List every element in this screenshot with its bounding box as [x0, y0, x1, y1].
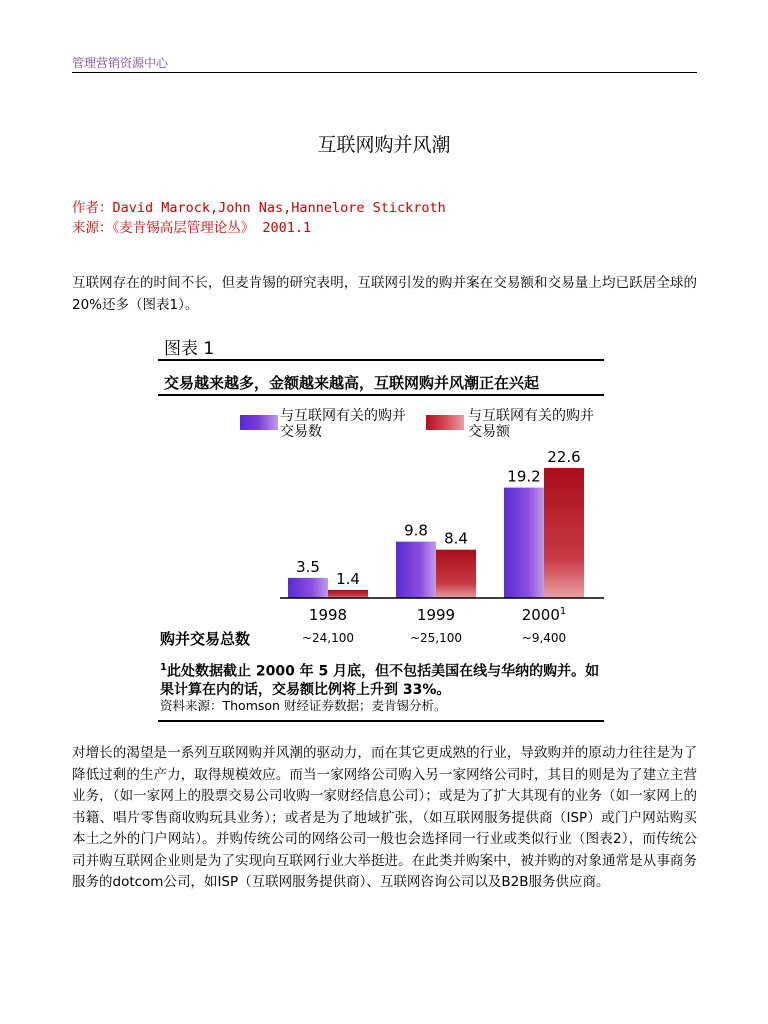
bar-1999-series-2 — [436, 550, 476, 598]
category-superscript: 1 — [559, 606, 567, 617]
total-deals-1998: ~24,100 — [301, 631, 355, 645]
author-line: 作者：David Marock,John Nas,Hannelore Stickroth — [72, 200, 446, 216]
category-label-1998: 1998 — [308, 606, 348, 624]
data-label-2000-series-2: 22.6 — [547, 448, 581, 467]
bar-1999-series-1 — [396, 542, 436, 598]
bar-2000-series-1 — [504, 488, 544, 598]
total-deals-1999: ~25,100 — [409, 631, 463, 645]
legend-label-value: 与互联网有关的购并交易额 — [468, 408, 594, 440]
data-label-1999-series-1: 9.8 — [404, 521, 428, 540]
figure-source: 资料来源：Thomson 财经证券数据；麦肯锡分析。 — [160, 698, 447, 713]
figure-subtitle: 交易越来越多，金额越来越高，互联网购并风潮正在兴起 — [164, 374, 540, 392]
header-rule — [72, 72, 697, 73]
data-label-1999-series-2: 8.4 — [444, 529, 468, 548]
figure-footnote — [160, 659, 606, 699]
total-deals-label: 购并交易总数 — [160, 630, 251, 648]
figure-label: 图表 1 — [164, 339, 215, 359]
category-label-1999: 1999 — [416, 606, 456, 624]
data-label-2000-series-1: 19.2 — [507, 467, 541, 486]
legend-label-count: 与互联网有关的购并交易数 — [280, 408, 406, 440]
figure-1 — [158, 332, 604, 724]
bar-1998-series-1 — [288, 578, 328, 598]
footnote-mark: 1 — [160, 662, 167, 673]
article-meta — [72, 198, 446, 238]
category-label-2000: 2000$^1$ — [521, 606, 567, 624]
body-paragraph: 对增长的渴望是一系列互联网购并风潮的驱动力，而在其它更成熟的行业，导致购并的原动力往往是为了降低过剩的生产力，取得规模效应。而当一家网络公司购入另一家网络公司时，其目的则是为了建立主营业务，（如一家网上的股票交易公司收购一家财经信息公司）；或是为了扩大其现有的业务（如一家网上的书籍、唱片零售商收购玩具业务）；或者是为了地域扩张，（如互联网服务提供商（ISP）或门户网站购买本土之外的门户网站）。并购传统公司的网络公司一般也会选择同一行业或类似行业（图表2），而传统公司并购互联网企业则是为了实现向互联网行业大举挺进。在此类并购案中，被并购的对象通常是从事商务服务的dotcom公司，如ISP（互联网服务提供商）、互联网咨询公司以及B2B服务供应商。 — [72, 745, 697, 890]
intro-paragraph: 互联网存在的时间不长，但麦肯锡的研究表明，互联网引发的购并案在交易额和交易量上均已跃居全球的20%还多（图表1）。 — [72, 275, 697, 313]
total-deals-2000: ~9,400 — [521, 631, 567, 645]
bar-1998-series-2 — [328, 590, 368, 598]
article-title: 互联网购并风潮 — [317, 134, 451, 156]
site-header: 管理营销资源中心 — [72, 56, 169, 70]
data-label-1998-series-1: 3.5 — [296, 557, 320, 576]
figure-bottom-rule — [158, 720, 604, 722]
bar-2000-series-2 — [544, 468, 584, 598]
footnote-text: 此处数据截止 2000 年 5 月底，但不包括美国在线与华纳的购并。如果计算在内的话，交易额比例将上升到 33%。 — [160, 663, 600, 698]
source-line: 来源：《麦肯锡高层管理论丛》 2001.1 — [72, 220, 312, 236]
data-label-1998-series-2: 1.4 — [336, 569, 360, 588]
